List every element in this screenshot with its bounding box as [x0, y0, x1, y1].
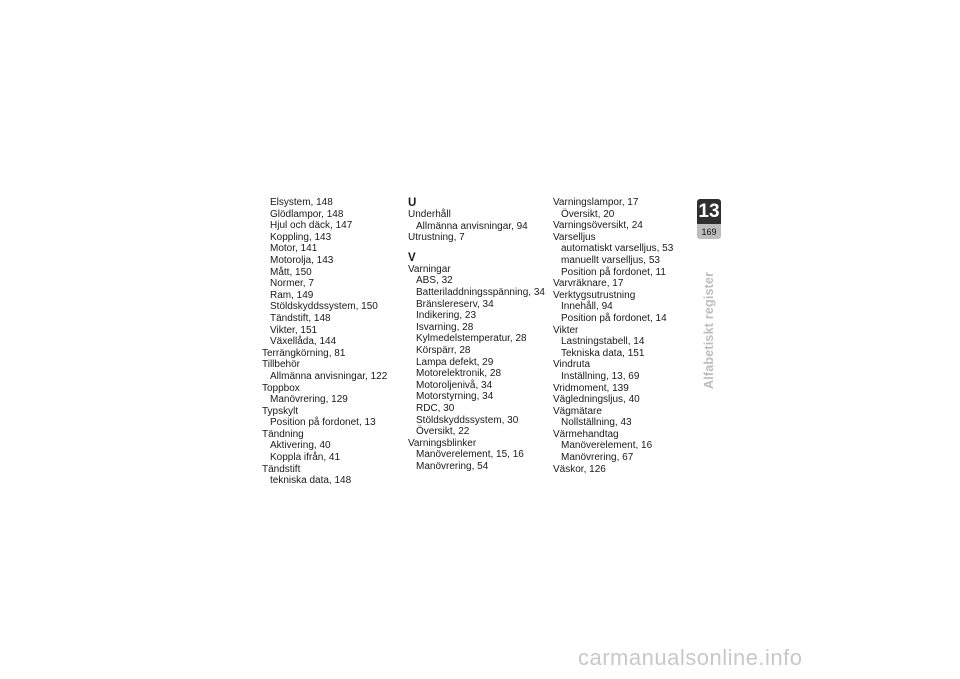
index-subentry: Översikt, 20 [561, 208, 615, 220]
index-subentry: Växellåda, 144 [270, 336, 337, 348]
index-entry: Utrustning, 7 [408, 232, 465, 244]
index-subentry: automatiskt varselljus, 53 [561, 243, 674, 255]
index-subentry: Koppling, 143 [270, 231, 332, 243]
index-column-2 [408, 197, 548, 472]
index-subentry: Översikt, 22 [416, 426, 470, 438]
index-column-3 [553, 197, 693, 475]
index-subentry: Inställning, 13, 69 [561, 370, 640, 382]
watermark: carmanualsonline.info [578, 645, 803, 670]
index-entry: Värmehandtag [553, 428, 619, 440]
index-subentry: Körspärr, 28 [416, 344, 471, 356]
index-subentry: Indikering, 23 [416, 310, 477, 322]
index-subentry: Motor, 141 [270, 243, 318, 255]
index-entry: Vridmoment, 139 [553, 382, 629, 394]
index-entry: Vikter [553, 324, 579, 336]
index-entry: Varningslampor, 17 [553, 197, 639, 208]
index-entry: Tändstift [262, 463, 301, 475]
index-entry: Typskylt [262, 405, 299, 417]
index-subentry: Manöverelement, 15, 16 [416, 449, 524, 461]
index-subentry: Isvarning, 28 [416, 321, 474, 333]
index-subentry: Allmänna anvisningar, 122 [270, 370, 388, 382]
index-entry: Terrängkörning, 81 [262, 347, 346, 359]
index-subentry: Tekniska data, 151 [561, 347, 645, 359]
index-subentry: Position på fordonet, 14 [561, 312, 667, 324]
index-subentry: Motoroljenivå, 34 [416, 379, 493, 391]
index-subentry: ABS, 32 [416, 275, 453, 287]
index-subentry: Tändstift, 148 [270, 312, 331, 324]
index-entry: Varvräknare, 17 [553, 278, 624, 290]
index-subentry: Elsystem, 148 [270, 197, 333, 208]
index-entry: Varningar [408, 263, 451, 275]
index-subentry: Motorstyrning, 34 [416, 391, 494, 403]
index-entry: Vägmätare [553, 405, 602, 417]
index-letter-heading: V [408, 251, 416, 264]
index-entry: Väskor, 126 [553, 463, 606, 475]
index-entry: Vindruta [553, 359, 591, 371]
index-subentry: Mått, 150 [270, 266, 312, 278]
index-subentry: Innehåll, 94 [561, 301, 613, 313]
index-entry: Varselljus [553, 231, 596, 243]
index-subentry: Manövrering, 67 [561, 452, 634, 464]
index-subentry: Motorelektronik, 28 [416, 368, 502, 380]
index-column-1 [262, 197, 402, 487]
index-entry: Verktygsutrustning [553, 289, 636, 301]
index-subentry: Ram, 149 [270, 289, 314, 301]
index-subentry: Position på fordonet, 13 [270, 417, 376, 429]
index-subentry: Lastningstabell, 14 [561, 336, 645, 348]
index-subentry: Position på fordonet, 11 [561, 266, 666, 278]
chapter-number: 13 [697, 199, 721, 224]
index-subentry: Motorolja, 143 [270, 254, 334, 266]
page-number: 169 [697, 224, 721, 239]
index-subentry: Lampa defekt, 29 [416, 356, 494, 368]
section-side-title: Alfabetiskt register [702, 271, 716, 389]
index-subentry: Kylmedelstemperatur, 28 [416, 333, 527, 345]
index-subentry: manuellt varselljus, 53 [561, 254, 660, 266]
index-entry: Varningsblinker [408, 437, 477, 449]
chapter-tab [697, 199, 721, 239]
index-subentry: Hjul och däck, 147 [270, 220, 353, 232]
index-entry: Tändning [262, 428, 304, 440]
index-subentry: Normer, 7 [270, 278, 314, 290]
index-subentry: Allmänna anvisningar, 94 [416, 220, 528, 232]
index-entry: Toppbox [262, 382, 300, 394]
index-entry: Varningsöversikt, 24 [553, 220, 643, 232]
index-subentry: Manöverelement, 16 [561, 440, 653, 452]
index-subentry: Manövrering, 129 [270, 394, 348, 406]
index-subentry: Nollställning, 43 [561, 417, 632, 429]
index-entry: Tillbehör [262, 359, 300, 371]
index-subentry: Manövrering, 54 [416, 460, 489, 472]
index-entry: Underhåll [408, 209, 451, 220]
index-subentry: Vikter, 151 [270, 324, 318, 336]
index-letter-heading: U [408, 197, 417, 209]
index-subentry: Stöldskyddssystem, 30 [416, 414, 519, 426]
index-subentry: tekniska data, 148 [270, 475, 352, 487]
index-subentry: Aktivering, 40 [270, 440, 331, 452]
index-subentry: Glödlampor, 148 [270, 208, 344, 220]
index-subentry: Bränslereserv, 34 [416, 298, 494, 310]
index-subentry: Batteriladdningsspänning, 34 [416, 286, 545, 298]
index-subentry: Koppla ifrån, 41 [270, 452, 341, 464]
index-subentry: Stöldskyddssystem, 150 [270, 301, 378, 313]
index-subentry: RDC, 30 [416, 402, 455, 414]
index-entry: Vägledningsljus, 40 [553, 394, 640, 406]
